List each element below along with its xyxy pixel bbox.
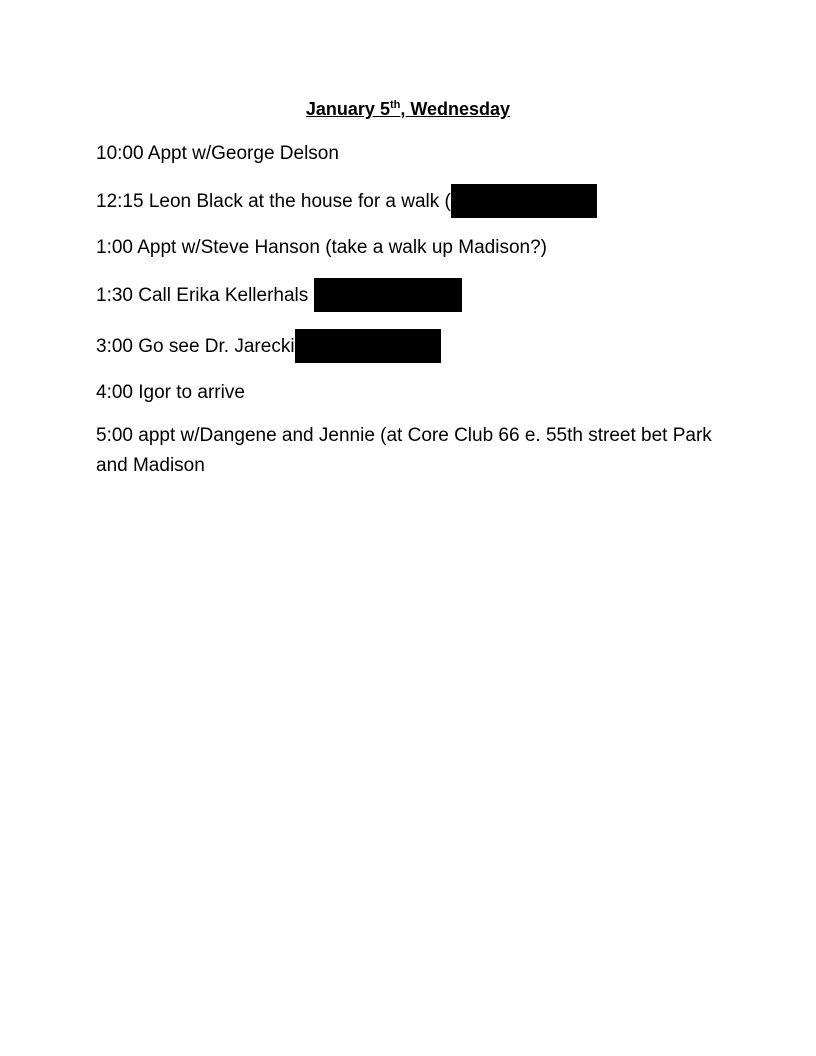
title-date: January 5: [305, 99, 390, 119]
redaction-box: [451, 184, 597, 218]
entry-text: 1:00 Appt w/Steve Hanson (take a walk up Madison?): [96, 237, 547, 258]
entry-text: 5:00 appt w/Dangene and Jennie (at Core Club 66 e. 55th street bet Park and Madison: [96, 425, 712, 476]
page-title: [0, 96, 816, 122]
redaction-box: [314, 278, 462, 312]
schedule-entry: [96, 329, 716, 363]
title-weekday: , Wednesday: [400, 99, 511, 119]
entry-text: 10:00 Appt w/George Delson: [96, 143, 339, 164]
entry-text: 3:00 Go see Dr. Jarecki: [96, 336, 295, 357]
title-ordinal-suffix: th: [389, 99, 401, 111]
schedule-entry: [96, 278, 716, 312]
schedule-list: [96, 141, 716, 498]
redaction-box: [295, 329, 441, 363]
entry-text: 4:00 Igor to arrive: [96, 382, 245, 403]
schedule-entry: [96, 380, 716, 406]
schedule-entry: [96, 235, 716, 261]
schedule-entry: [96, 141, 716, 167]
schedule-entry: [96, 421, 716, 481]
entry-text: 12:15 Leon Black at the house for a walk (: [96, 191, 451, 212]
schedule-entry: [96, 184, 716, 218]
entry-text: 1:30 Call Erika Kellerhals: [96, 285, 309, 306]
